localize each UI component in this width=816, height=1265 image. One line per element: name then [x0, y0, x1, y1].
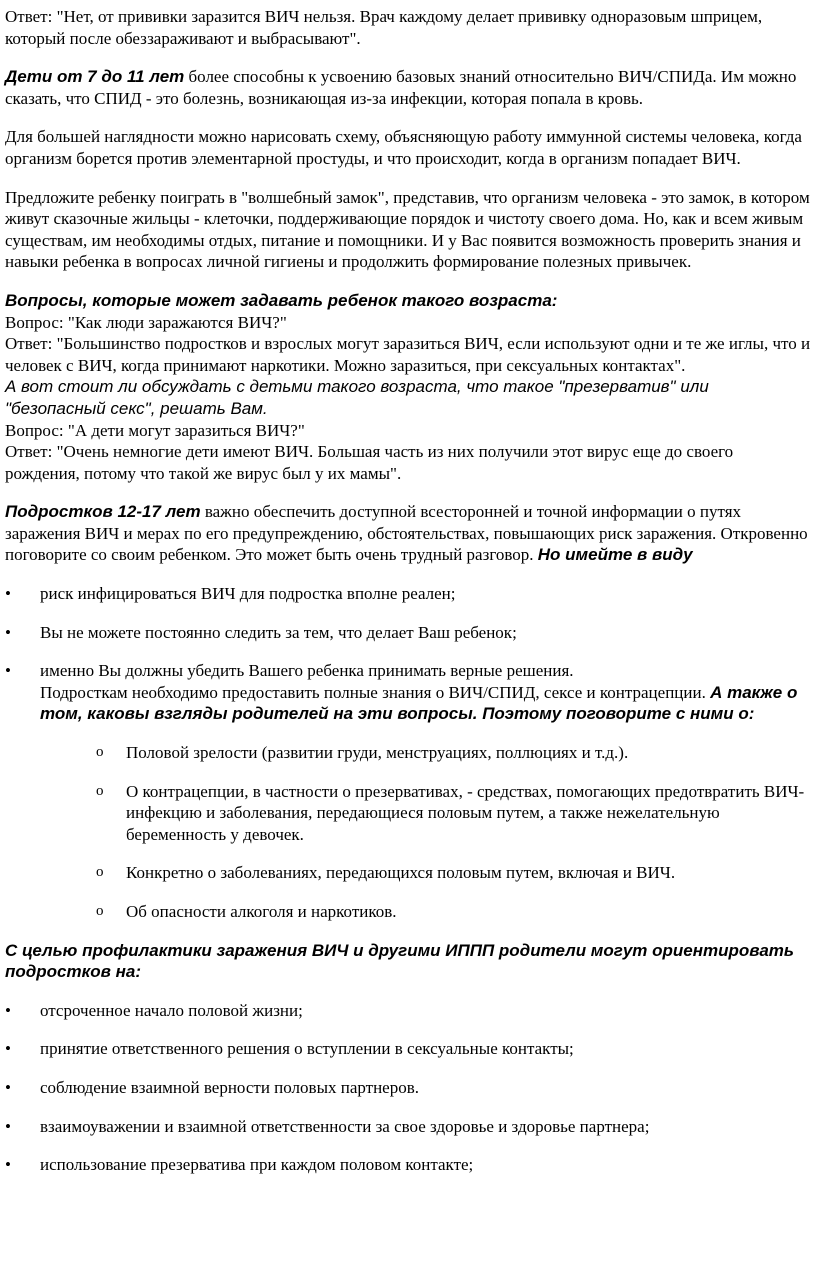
paragraph-answer-vaccine: Ответ: "Нет, от прививки заразится ВИЧ нельзя. Врач каждому делает прививку одноразовым шприцем, который после обеззараживают и выбрасывают".	[5, 7, 763, 48]
qa-heading: Вопросы, которые может задавать ребенок такого возраста:	[5, 290, 558, 310]
sub-list-item: o О контрацепции, в частности о презервативах, - средствах, помогающих предотвратить ВИЧ-инфекцию и заболевания, передающиеся половым путем, а также нежелательную беременность у девочек.	[40, 781, 811, 846]
list-item: • соблюдение взаимной верности половых партнеров.	[5, 1077, 811, 1099]
list-item: • принятие ответственного решения о вступлении в сексуальные контакты;	[5, 1038, 811, 1060]
qa-block	[5, 290, 811, 484]
convince-line-2: Подросткам необходимо предоставить полные знания о ВИЧ/СПИД, сексе и контрацепции.	[40, 682, 711, 702]
sub-list-item: o Об опасности алкоголя и наркотиков.	[40, 901, 811, 923]
list-item: • Вы не можете постоянно следить за тем, что делает Ваш ребенок;	[5, 622, 811, 644]
teens-emphasis: Но имейте в виду	[537, 545, 693, 565]
paragraph-children-7-11-text: более способны к усвоению базовых знаний относительно ВИЧ/СПИДа. Им можно сказать, что СПИД - это болезнь, возникающая из-за инфекции, которая попала в кровь.	[5, 67, 797, 108]
paragraph-teens	[5, 501, 811, 566]
list-item: • использование презерватива при каждом половом контакте;	[5, 1154, 811, 1176]
list-item: • взаимоуважении и взаимной ответственности за свое здоровье и здоровье партнера;	[5, 1116, 811, 1138]
sub-list-item: o Половой зрелости (развитии груди, менструациях, поллюциях и т.д.).	[40, 742, 811, 764]
lead-children-7-11: Дети от 7 до 11 лет	[5, 67, 185, 87]
paragraph-teens-text: важно обеспечить доступной всесторонней и точной информации о путях заражения ВИЧ и мерах по его предупреждению, обстоятельствах, повышающих риск заражения. Откровенно поговорите со своим ребенком. Это может быть очень трудный разговор.	[5, 502, 808, 565]
sub-list-item: o Конкретно о заболеваниях, передающихся половым путем, включая и ВИЧ.	[40, 862, 811, 884]
paragraph-scheme: Для большей наглядности можно нарисовать схему, объясняющую работу иммунной системы человека, когда организм борется против элементарной простуды, и что происходит, когда в организм попадает ВИЧ.	[5, 127, 802, 168]
paragraph-magic-castle: Предложите ребенку поиграть в "волшебный замок", представив, что организм человека - это замок, в котором живут сказочные жильцы - клеточки, поддерживающие порядок и чистоту своего дома. Но, как и всем живым существам, им необходимы отдых, питание и помощники. И у Вас появится возможность проверить знания и навыки ребенка в вопросах личной гигиены и продолжить формирование полезных привычек.	[5, 187, 810, 272]
question-1: Вопрос: "Как люди заражаются ВИЧ?"	[5, 312, 287, 332]
qa-note: А вот стоит ли обсуждать с детьми такого возраста, что такое "презерватив" или "безопасный секс", решать Вам.	[5, 377, 709, 418]
answer-2: Ответ: "Очень немногие дети имеют ВИЧ. Большая часть из них получили этот вирус еще до своего рождения, потому что такой же вирус был у их мамы".	[5, 442, 734, 483]
topics-sub-list	[40, 742, 811, 923]
list-item-convince	[5, 660, 811, 922]
prevention-heading: С целью профилактики заражения ВИЧ и другими ИППП родители могут ориентировать подростков на:	[5, 940, 794, 982]
answer-1: Ответ: "Большинство подростков и взрослых могут заразиться ВИЧ, если используют одни и те же иглы, что и человек с ВИЧ, когда принимают наркотики. Можно заразиться, при сексуальных контактах".	[5, 334, 811, 375]
list-item: • риск инфицироваться ВИЧ для подростка вполне реален;	[5, 583, 811, 605]
prevention-bullet-list	[5, 1000, 811, 1176]
teen-bullet-list	[5, 583, 811, 923]
question-2: Вопрос: "А дети могут заразиться ВИЧ?"	[5, 420, 305, 440]
list-item: • отсроченное начало половой жизни;	[5, 1000, 811, 1022]
lead-teens: Подростков 12-17 лет	[5, 502, 201, 522]
convince-line-1: • именно Вы должны убедить Вашего ребенка принимать верные решения.	[40, 661, 574, 681]
paragraph-children-7-11	[5, 66, 811, 109]
convince-emphasis: А также о том, каковы взгляды родителей на эти вопросы. Поэтому поговорите с ними о:	[40, 682, 798, 724]
